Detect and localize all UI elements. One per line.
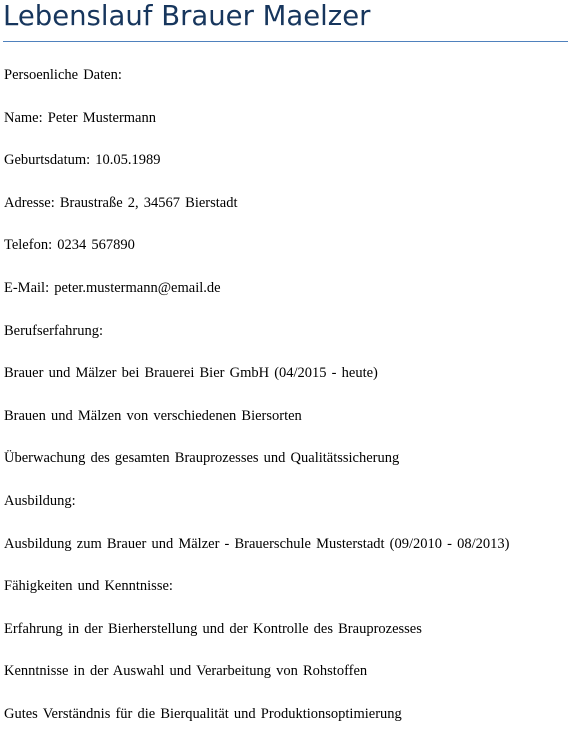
resume-lines <box>4 64 509 746</box>
name-line: Name: Peter Mustermann <box>4 109 156 126</box>
birthdate-line: Geburtsdatum: 10.05.1989 <box>4 152 161 169</box>
work-experience-position: Brauer und Mälzer bei Brauerei Bier GmbH (04/2015 - heute) <box>4 365 378 382</box>
skill-item: Kenntnisse in der Auswahl und Verarbeitung von Rohstoffen <box>4 663 368 680</box>
work-experience-task: Überwachung des gesamten Brauprozesses und Qualitätssicherung <box>4 450 400 467</box>
phone-line: Telefon: 0234 567890 <box>4 237 135 254</box>
section-heading-skills: Fähigkeiten und Kenntnisse: <box>4 578 173 595</box>
work-experience-task: Brauen und Mälzen von verschiedenen Biersorten <box>4 407 302 424</box>
section-heading-work-experience: Berufserfahrung: <box>4 322 104 339</box>
education-entry: Ausbildung zum Brauer und Mälzer - Brauerschule Musterstadt (09/2010 - 08/2013) <box>4 535 510 552</box>
section-heading-personal-data: Persoenliche Daten: <box>4 67 122 83</box>
address-line: Adresse: Braustraße 2, 34567 Bierstadt <box>4 194 238 211</box>
email-line: E-Mail: peter.mustermann@email.de <box>4 279 221 296</box>
skill-item: Erfahrung in der Bierherstellung und der Kontrolle des Brauprozesses <box>4 620 422 637</box>
skill-item: Gutes Verständnis für die Bierqualität und Produktionsoptimierung <box>4 705 402 722</box>
title-underline-rule <box>3 41 568 42</box>
document-title: Lebenslauf Brauer Maelzer <box>3 0 371 32</box>
section-heading-education: Ausbildung: <box>4 492 76 509</box>
